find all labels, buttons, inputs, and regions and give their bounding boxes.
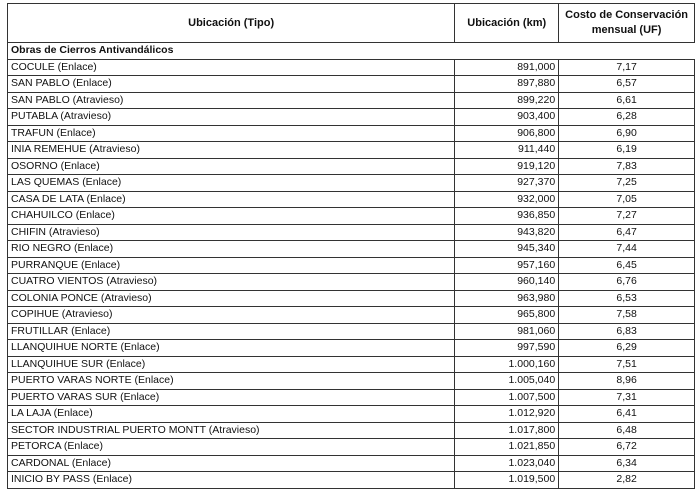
monthly-cost-cell: 6,76 — [559, 274, 695, 291]
location-name-cell: PUERTO VARAS SUR (Enlace) — [8, 389, 455, 406]
monthly-cost-cell: 6,29 — [559, 340, 695, 357]
table-row — [8, 422, 695, 439]
location-km-cell: 1.007,500 — [455, 389, 559, 406]
table-row — [8, 191, 695, 208]
location-name-cell: CHIFIN (Atravieso) — [8, 224, 455, 241]
table-row — [8, 142, 695, 159]
location-name-cell: INICIO BY PASS (Enlace) — [8, 472, 455, 489]
location-km-cell: 965,800 — [455, 307, 559, 324]
table-row — [8, 208, 695, 225]
monthly-cost-cell: 2,82 — [559, 472, 695, 489]
location-km-cell: 960,140 — [455, 274, 559, 291]
location-km-cell: 897,880 — [455, 76, 559, 93]
location-name-cell: FRUTILLAR (Enlace) — [8, 323, 455, 340]
section-title: Obras de Cierros Antivandálicos — [8, 43, 559, 60]
monthly-cost-cell: 7,05 — [559, 191, 695, 208]
location-km-cell: 981,060 — [455, 323, 559, 340]
monthly-cost-cell: 6,47 — [559, 224, 695, 241]
table-row — [8, 307, 695, 324]
table-row — [8, 109, 695, 126]
table-row — [8, 158, 695, 175]
table-row — [8, 389, 695, 406]
monthly-cost-cell: 6,19 — [559, 142, 695, 159]
monthly-cost-cell: 7,83 — [559, 158, 695, 175]
table-row — [8, 455, 695, 472]
monthly-cost-cell: 6,57 — [559, 76, 695, 93]
location-name-cell: RIO NEGRO (Enlace) — [8, 241, 455, 258]
location-km-cell: 911,440 — [455, 142, 559, 159]
location-km-cell: 957,160 — [455, 257, 559, 274]
monthly-cost-cell: 6,72 — [559, 439, 695, 456]
location-name-cell: LAS QUEMAS (Enlace) — [8, 175, 455, 192]
location-km-cell: 943,820 — [455, 224, 559, 241]
table-row — [8, 224, 695, 241]
location-name-cell: CARDONAL (Enlace) — [8, 455, 455, 472]
location-name-cell: PURRANQUE (Enlace) — [8, 257, 455, 274]
location-name-cell: LLANQUIHUE SUR (Enlace) — [8, 356, 455, 373]
location-km-cell: 899,220 — [455, 92, 559, 109]
monthly-cost-cell: 6,48 — [559, 422, 695, 439]
table-row — [8, 76, 695, 93]
location-km-cell: 906,800 — [455, 125, 559, 142]
monthly-cost-cell: 6,41 — [559, 406, 695, 423]
section-row — [8, 43, 695, 60]
monthly-cost-cell: 6,34 — [559, 455, 695, 472]
location-km-cell: 891,000 — [455, 59, 559, 76]
monthly-cost-cell: 7,44 — [559, 241, 695, 258]
location-name-cell: LLANQUIHUE NORTE (Enlace) — [8, 340, 455, 357]
table-row — [8, 356, 695, 373]
table-row — [8, 125, 695, 142]
location-name-cell: COPIHUE (Atravieso) — [8, 307, 455, 324]
location-name-cell: CASA DE LATA (Enlace) — [8, 191, 455, 208]
section-blank — [559, 43, 695, 60]
monthly-cost-cell: 6,83 — [559, 323, 695, 340]
monthly-cost-cell: 7,58 — [559, 307, 695, 324]
location-km-cell: 932,000 — [455, 191, 559, 208]
location-name-cell: LA LAJA (Enlace) — [8, 406, 455, 423]
table-row — [8, 92, 695, 109]
location-km-cell: 1.019,500 — [455, 472, 559, 489]
monthly-cost-cell: 8,96 — [559, 373, 695, 390]
header-location-type: Ubicación (Tipo) — [8, 4, 455, 43]
location-name-cell: TRAFUN (Enlace) — [8, 125, 455, 142]
monthly-cost-cell: 7,27 — [559, 208, 695, 225]
location-km-cell: 1.021,850 — [455, 439, 559, 456]
location-km-cell: 1.017,800 — [455, 422, 559, 439]
table-row — [8, 439, 695, 456]
location-km-cell: 927,370 — [455, 175, 559, 192]
location-name-cell: PUERTO VARAS NORTE (Enlace) — [8, 373, 455, 390]
monthly-cost-cell: 6,90 — [559, 125, 695, 142]
conservation-cost-table — [7, 3, 695, 489]
table-row — [8, 241, 695, 258]
monthly-cost-cell: 7,25 — [559, 175, 695, 192]
location-km-cell: 1.023,040 — [455, 455, 559, 472]
header-row — [8, 4, 695, 43]
monthly-cost-cell: 6,53 — [559, 290, 695, 307]
monthly-cost-cell: 7,51 — [559, 356, 695, 373]
monthly-cost-cell: 6,61 — [559, 92, 695, 109]
table-row — [8, 472, 695, 489]
location-km-cell: 1.012,920 — [455, 406, 559, 423]
location-name-cell: COLONIA PONCE (Atravieso) — [8, 290, 455, 307]
location-name-cell: SAN PABLO (Enlace) — [8, 76, 455, 93]
location-km-cell: 1.005,040 — [455, 373, 559, 390]
location-km-cell: 963,980 — [455, 290, 559, 307]
table-row — [8, 59, 695, 76]
location-name-cell: SAN PABLO (Atravieso) — [8, 92, 455, 109]
location-name-cell: INIA REMEHUE (Atravieso) — [8, 142, 455, 159]
location-name-cell: OSORNO (Enlace) — [8, 158, 455, 175]
location-name-cell: COCULE (Enlace) — [8, 59, 455, 76]
monthly-cost-cell: 7,31 — [559, 389, 695, 406]
location-km-cell: 936,850 — [455, 208, 559, 225]
table-row — [8, 373, 695, 390]
header-location-km: Ubicación (km) — [455, 4, 559, 43]
location-name-cell: CUATRO VIENTOS (Atravieso) — [8, 274, 455, 291]
table-row — [8, 274, 695, 291]
location-km-cell: 903,400 — [455, 109, 559, 126]
location-name-cell: SECTOR INDUSTRIAL PUERTO MONTT (Atravieso) — [8, 422, 455, 439]
table-row — [8, 290, 695, 307]
location-name-cell: CHAHUILCO (Enlace) — [8, 208, 455, 225]
location-name-cell: PUTABLA (Atravieso) — [8, 109, 455, 126]
location-km-cell: 945,340 — [455, 241, 559, 258]
table-row — [8, 406, 695, 423]
location-km-cell: 997,590 — [455, 340, 559, 357]
table-row — [8, 340, 695, 357]
table-row — [8, 175, 695, 192]
location-name-cell: PETORCA (Enlace) — [8, 439, 455, 456]
header-monthly-cost: Costo de Conservación mensual (UF) — [559, 4, 695, 43]
monthly-cost-cell: 6,45 — [559, 257, 695, 274]
location-km-cell: 1.000,160 — [455, 356, 559, 373]
table-row — [8, 323, 695, 340]
location-km-cell: 919,120 — [455, 158, 559, 175]
table-row — [8, 257, 695, 274]
monthly-cost-cell: 7,17 — [559, 59, 695, 76]
monthly-cost-cell: 6,28 — [559, 109, 695, 126]
